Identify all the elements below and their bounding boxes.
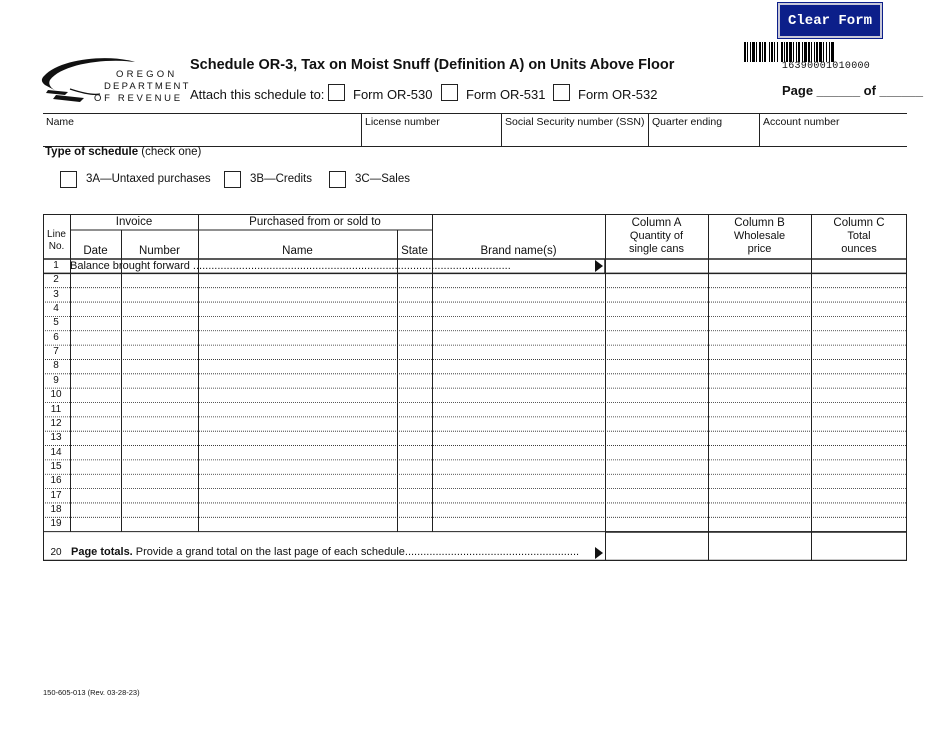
row-number: 11 [50, 403, 62, 415]
column-a-header: Column A Quantity of single cans [628, 217, 685, 255]
row-number: 19 [50, 518, 62, 530]
row-number: 14 [50, 446, 62, 458]
column-c-header: Column C Total ounces [833, 217, 885, 255]
attach-label: Attach this schedule to: [190, 87, 325, 102]
row-number: 13 [50, 432, 62, 444]
page-of-field[interactable]: Page ______ of ______ [782, 83, 923, 98]
number-header: Number [139, 245, 180, 257]
arrow-icon [595, 260, 603, 272]
form-or531-label: Form OR-531 [466, 87, 546, 102]
row-number: 9 [53, 374, 59, 386]
row-number: 18 [50, 503, 62, 515]
schedule-3b-checkbox[interactable] [224, 171, 241, 188]
license-number-field[interactable]: License number [361, 114, 501, 146]
page-totals-label: Page totals. Provide a grand total on the last page of each schedule......................................................... [71, 546, 580, 558]
form-or532-checkbox[interactable] [553, 84, 570, 101]
clear-form-button[interactable]: Clear Form [778, 3, 882, 38]
form-or530-label: Form OR-530 [353, 87, 433, 102]
ssn-field[interactable]: Social Security number (SSN) [501, 114, 648, 146]
row-number: 5 [53, 317, 59, 329]
row-number: 16 [50, 475, 62, 487]
type-of-schedule-label: Type of schedule (check one) [45, 146, 202, 158]
row-number: 4 [53, 303, 59, 315]
account-number-field[interactable]: Account number [759, 114, 907, 146]
form-title: Schedule OR-3, Tax on Moist Snuff (Definition A) on Units Above Floor [190, 57, 675, 73]
row-number: 2 [53, 274, 59, 286]
name-field[interactable]: Name [46, 116, 75, 128]
arrow-icon [595, 547, 603, 559]
schedule-table [43, 214, 907, 561]
row-number: 12 [50, 417, 62, 429]
logo-line-3: OF REVENUE [94, 93, 183, 104]
form-or531-checkbox[interactable] [441, 84, 458, 101]
row-number: 3 [53, 288, 59, 300]
quarter-ending-field[interactable]: Quarter ending [648, 114, 759, 146]
schedule-3c-label: 3C—Sales [355, 173, 410, 185]
logo-line-1: OREGON [116, 69, 178, 80]
barcode [744, 42, 908, 62]
schedule-3c-checkbox[interactable] [329, 171, 346, 188]
schedule-3b-label: 3B—Credits [250, 173, 312, 185]
logo-line-2: DEPARTMENT [104, 81, 191, 92]
row-number: 8 [53, 360, 59, 372]
purchased-header: Purchased from or sold to [249, 216, 381, 228]
row-number: 7 [53, 346, 59, 358]
date-header: Date [83, 245, 108, 257]
state-header: State [401, 245, 428, 257]
balance-brought-forward-label: Balance brought forward ........................................................................................................ [70, 260, 511, 272]
line-no-header: Line No. [47, 229, 66, 252]
row-number: 17 [50, 489, 62, 501]
schedule-3a-checkbox[interactable] [60, 171, 77, 188]
barcode-number: 16390001010000 [781, 61, 871, 72]
column-b-header: Column B Wholesale price [733, 217, 786, 255]
oregon-revenue-logo [40, 54, 191, 106]
row-number: 15 [50, 460, 62, 472]
row-number: 1 [53, 260, 59, 271]
form-revision-number: 150-605-013 (Rev. 03-28-23) [43, 688, 140, 697]
form-or530-checkbox[interactable] [328, 84, 345, 101]
info-row [43, 113, 907, 147]
form-or532-label: Form OR-532 [578, 87, 658, 102]
row-number: 6 [53, 331, 59, 343]
name-header: Name [282, 245, 313, 257]
row-number: 20 [50, 547, 62, 558]
schedule-3a-label: 3A—Untaxed purchases [86, 173, 211, 185]
invoice-header: Invoice [115, 216, 153, 228]
brand-header: Brand name(s) [480, 245, 557, 257]
row-number: 10 [50, 389, 62, 401]
